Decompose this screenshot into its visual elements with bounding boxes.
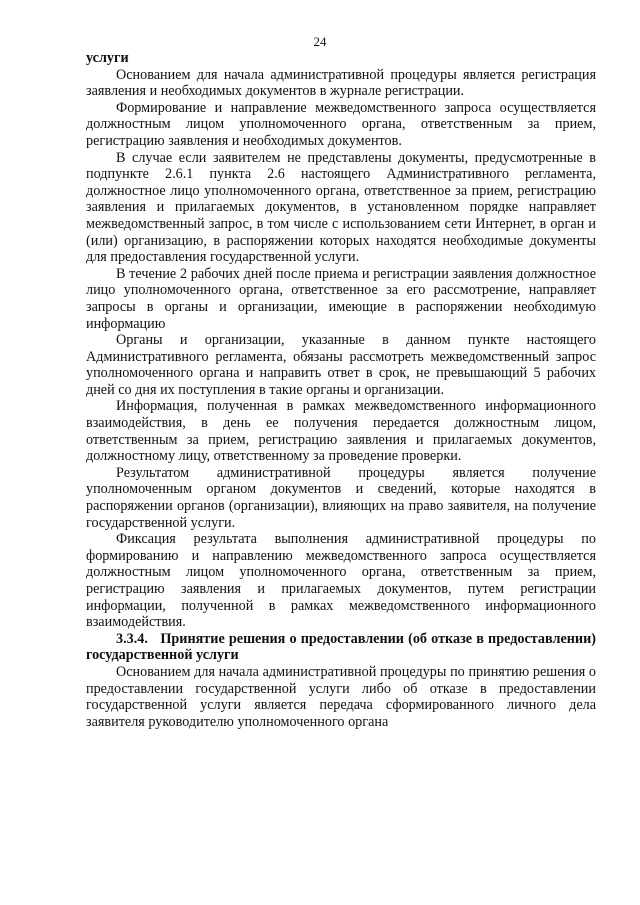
paragraph: Результатом административной процедуры является получение уполномоченным органом документов и сведений, которые находятся в распоряжении органов (организации), влияющих на право заявителя, на получение государственной услуги. [86,464,596,531]
continuation-text: услуги [86,50,129,66]
paragraph: Формирование и направление межведомственного запроса осуществляется должностным лицом уполномоченного органа, ответственным за прием, регистрацию заявления и необходимых документов. [86,99,596,149]
section-number: 3.3.4. [116,630,148,647]
paragraph: Информация, полученная в рамках межведомственного информационного взаимодействия, в день ее получения передается должностным лицом, ответственным за прием, регистрацию заявления и прилагаемых документов, должностному лицу, ответственному за проведение проверки. [86,398,596,465]
section-heading [86,631,596,664]
paragraph: Фиксация результата выполнения административной процедуры по формированию и направлению межведомственного запроса осуществляется должностным лицом уполномоченного органа, ответственным за прием, регистрацию заявления и прилагаемых документов, путем регистрации информации, полученной в рамках межведомственного информационного взаимодействия. [86,531,596,631]
paragraph: Основанием для начала административной процедуры является регистрация заявления и необходимых документов в журнале регистрации. [86,66,596,100]
page-number: 24 [313,34,327,49]
paragraph: В случае если заявителем не представлены документы, предусмотренные в подпункте 2.6.1 пункта 2.6 настоящего Административного регламента, должностное лицо уполномоченного органа, ответственное за прием, регистрацию заявления и прилагаемых документов, в установленном порядке направляет межведомственный запрос, в том числе с использованием сети Интернет, в орган и (или) организацию, в распоряжении которых находятся необходимые документы для предоставления государственной услуги. [86,149,596,266]
paragraph: Органы и организации, указанные в данном пункте настоящего Административного регламента, обязаны рассмотреть межведомственный запрос уполномоченного органа и направить ответ в срок, не превышающий 5 рабочих дней со дня их поступления в такие органы и организации. [86,332,596,398]
paragraph: Основанием для начала административной процедуры по принятию решения о предоставлении государственной услуги либо об отказе в предоставлении государственной услуги является передача сформированного личного дела заявителя руководителю уполномоченного органа [86,663,596,730]
section-title: Принятие решения о предоставлении (об отказе в предоставлении) государственной услуги [86,630,596,664]
document-body [86,50,596,730]
paragraph: В течение 2 рабочих дней после приема и регистрации заявления должностное лицо уполномоченного органа, ответственное за его рассмотрение, направляет запросы в органы и организации, имеющие в распоряжении необходимую информацию [86,265,596,332]
